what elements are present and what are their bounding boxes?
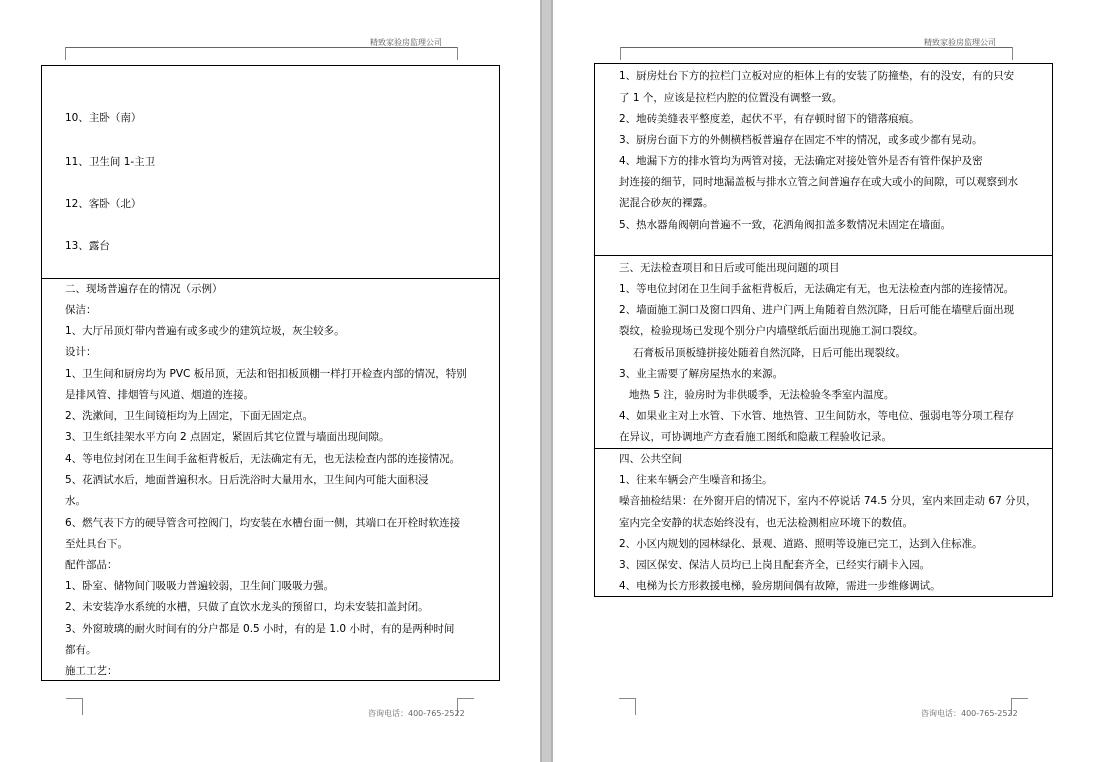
text-line: 3、厨房台面下方的外侧横档板普遍存在固定不牢的情况，或多或少都有晃动。 [619,134,983,146]
footer-phone: 咨询电话：400-765-2522 [368,709,465,718]
text-line: 施工工艺： [65,665,118,677]
text-line: 石膏板吊顶板缝拼接处随着自然沉降，日后可能出现裂纹。 [633,347,906,359]
text-line: 是排风管、排烟管与风道、烟道的连接。 [65,389,254,401]
room-item: 10、主卧（南） [65,112,142,124]
room-item: 11、卫生间 1-主卫 [65,156,156,168]
text-line: 都有。 [65,644,97,656]
text-line: 地热 5 注，验房时为非供暖季，无法检验冬季室内温度。 [629,389,895,401]
section-title: 二、现场普遍存在的情况（示例） [65,283,223,295]
text-line: 1、大厅吊顶灯带内普遍有或多或少的建筑垃圾，灰尘较多。 [65,325,345,337]
text-line: 5、花洒试水后，地面普遍积水。日后洗浴时大量用水，卫生间内可能大面积浸 [65,474,429,486]
text-line: 4、等电位封闭在卫生间手盆柜背板后，无法确定有无，也无法检查内部的连接情况。 [65,453,461,465]
text-line: 3、业主需要了解房屋热水的来源。 [619,368,784,380]
text-line: 1、等电位封闭在卫生间手盆柜背板后，无法确定有无，也无法检查内部的连接情况。 [619,283,1015,295]
document-page-left [0,0,540,762]
header-tick [457,47,458,60]
section-title: 四、公共空间 [619,453,682,465]
text-line: 4、如果业主对上水管、下水管、地热管、卫生间防水，等电位、强弱电等分项工程存 [619,410,1015,422]
text-line: 2、小区内规划的园林绿化、景观、道路、照明等设施已完工，达到入住标准。 [619,538,983,550]
text-line: 1、卧室、储物间门吸吸力普遍较弱，卫生间门吸吸力强。 [65,580,335,592]
text-line: 2、未安装净水系统的水槽，只做了直饮水龙头的预留口，均未安装扣盖封闭。 [65,601,429,613]
gutter-edge-left [540,0,542,762]
text-line: 2、地砖美缝表平整度差，起伏不平，有存顿时留下的错落痕痕。 [619,113,920,125]
uncheckable-items-cell [594,255,1053,449]
text-line: 了 1 个，应该是拉栏内腔的位置没有调整一致。 [619,92,843,104]
text-line: 2、洗漱间，卫生间镜柜均为上固定，下面无固定点。 [65,410,314,422]
common-issues-cell [41,278,500,681]
room-item: 12、客卧（北） [65,198,142,210]
header-tick [620,47,621,60]
footer-phone: 咨询电话：400-765-2522 [921,709,1018,718]
text-line: 2、墙面施工洞口及窗口四角、进户门两上角随着自然沉降，日后可能在墙壁后面出现 [619,304,1015,316]
text-line: 封连接的细节，同时地漏盖板与排水立管之间普遍存在或大或小的间隙，可以观察到水 [619,176,1018,188]
text-line: 裂纹，检验现场已发现个别分户内墙壁纸后面出现施工洞口裂纹。 [619,325,924,337]
text-line: 6、燃气表下方的硬导管含可控阀门，均安装在水槽台面一侧，其端口在开栓时软连接 [65,517,461,529]
text-line: 3、外窗玻璃的耐火时间有的分户都是 0.5 小时，有的是 1.0 小时，有的是两种时间 [65,623,455,635]
page-gutter [540,0,553,762]
text-line: 水。 [65,495,86,507]
header-tick [1012,47,1013,60]
header-company: 精致家验房监理公司 [924,38,996,47]
text-line: 1、卫生间和厨房均为 PVC 板吊顶，无法和铝扣板顶棚一样打开检查内部的情况，特别 [65,368,467,380]
public-space-cell [594,448,1053,597]
crop-mark [66,698,83,715]
text-line: 4、电梯为长方形救援电梯，验房期间偶有故障，需进一步维修调试。 [619,580,941,592]
text-line: 在异议，可协调地产方查看施工图纸和隐蔽工程验收记录。 [619,431,892,443]
text-line: 4、地漏下方的排水管均为两管对接，无法确定对接处管外是否有管件保护及密 [619,155,983,167]
text-line: 1、厨房灶台下方的拉栏门立板对应的柜体上有的安装了防撞垫，有的没安，有的只安 [619,70,1015,82]
text-line: 噪音抽检结果：在外窗开启的情况下，室内不停说话 74.5 分贝，室内来回走动 67 分贝， [619,495,1037,507]
text-line: 室内完全安静的状态始终没有，也无法检测相应环境下的数值。 [619,517,913,529]
header-rule [620,47,1012,48]
header-company: 精致家验房监理公司 [370,38,442,47]
construction-issues-cell [594,63,1053,256]
section-title: 三、无法检查项目和日后或可能出现问题的项目 [619,262,840,274]
room-item: 13、露台 [65,240,110,252]
text-line: 配件部品： [65,559,118,571]
header-rule [65,47,457,48]
text-line: 设计： [65,346,97,358]
text-line: 泥混合砂灰的裸露。 [619,197,714,209]
crop-mark [619,698,636,715]
rooms-cell [41,65,500,279]
text-line: 3、园区保安、保洁人员均已上岗且配套齐全，已经实行刷卡入园。 [619,559,931,571]
text-line: 保洁： [65,304,97,316]
text-line: 至灶具台下。 [65,538,128,550]
document-page-right [553,0,1093,762]
text-line: 1、往来车辆会产生噪音和扬尘。 [619,474,773,486]
text-line: 3、卫生纸挂架水平方向 2 点固定，紧固后其它位置与墙面出现间隙。 [65,431,390,443]
text-line: 5、热水器角阀朝向普遍不一致，花洒角阀扣盖多数情况未固定在墙面。 [619,219,952,231]
header-tick [65,47,66,60]
